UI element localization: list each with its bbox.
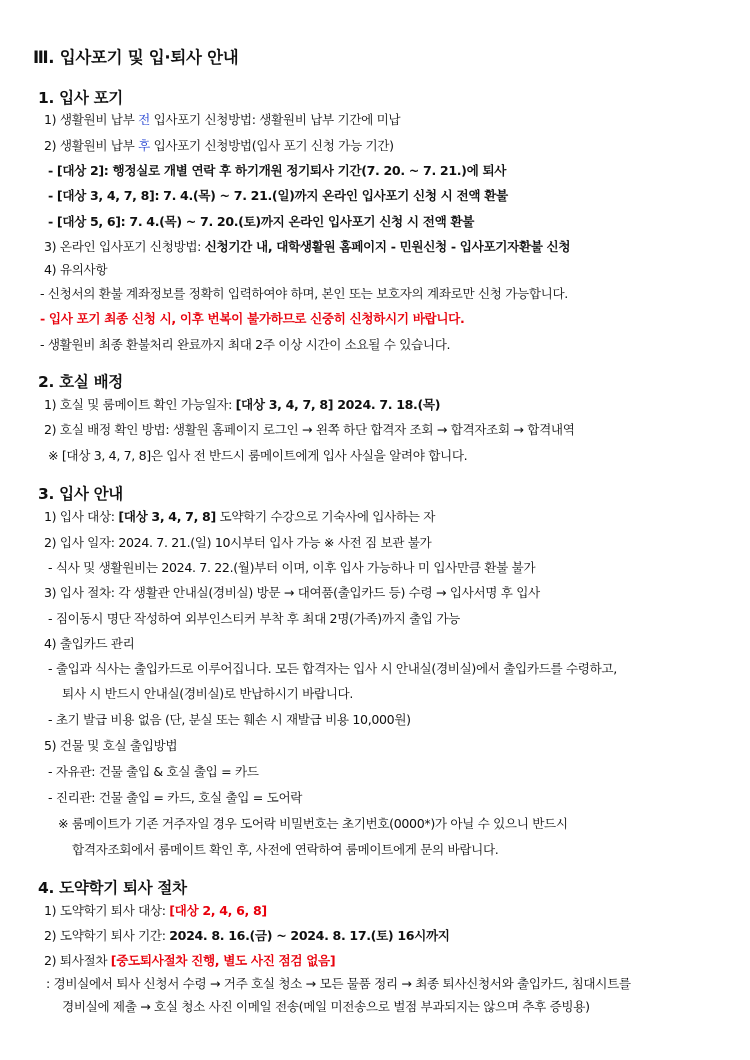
building-jayu: - 자유관: 건물 출입 & 호실 출입 = 카드 [48,764,259,779]
note-refund-time: - 생활원비 최종 환불처리 완료까지 최대 2주 이상 시간이 소요될 수 있습니다. [40,337,451,352]
doorlock-note-2: 합격자조회에서 룸메이트 확인 후, 사전에 연락하여 룸메이트에게 문의 바랍니다. [72,842,499,857]
movein-target: 1) 입사 대상: [대상 3, 4, 7, 8] 도약학기 수강으로 기숙사에 입사하는 자 [44,509,436,524]
notes-heading: 4) 유의사항 [44,262,108,277]
doorlock-note-1: ※ 룸메이트가 기존 거주자일 경우 도어락 비밀번호는 초기번호(0000*)가 아닐 수 있으니 반드시 [58,816,568,831]
section-heading-move-out: 4. 도약학기 퇴사 절차 [38,879,187,897]
moveout-period: 2) 도약학기 퇴사 기간: 2024. 8. 16.(금) ~ 2024. 8. 17.(토) 16시까지 [44,928,450,943]
section-heading-moving-in: 3. 입사 안내 [38,485,123,503]
section-heading-room: 2. 호실 배정 [38,373,123,391]
building-access-heading: 5) 건물 및 호실 출입방법 [44,738,178,753]
building-jinri: - 진리관: 건물 출입 = 카드, 호실 출입 = 도어락 [48,790,303,805]
movein-luggage-note: - 짐이동시 명단 작성하여 외부인스티커 부착 후 최대 2명(가족)까지 출입 가능 [48,611,460,626]
room-roommate-note: ※ [대상 3, 4, 7, 8]은 입사 전 반드시 룸메이트에게 입사 사실을 알려야 합니다. [48,448,468,463]
access-card-note-2: 퇴사 시 반드시 안내실(경비실)로 반납하시기 바랍니다. [62,686,353,701]
target-2-item: - [대상 2]: 행정실로 개별 연락 후 하기개원 정기퇴사 기간(7. 20. ~ 7. 21.)에 퇴사 [48,163,507,178]
moveout-target: 1) 도약학기 퇴사 대상: [대상 2, 4, 6, 8] [44,903,267,918]
target-56-item: - [대상 5, 6]: 7. 4.(목) ~ 7. 20.(토)까지 온라인 입사포기 신청 시 전액 환불 [48,214,475,229]
room-check-method: 2) 호실 배정 확인 방법: 생활원 홈페이지 로그인 → 왼쪽 하단 합격자 조회 → 합격자조회 → 합격내역 [44,422,575,437]
movein-meal-fee: - 식사 및 생활원비는 2024. 7. 22.(월)부터 이며, 이후 입사 가능하나 미 입사만큼 환불 불가 [48,560,536,575]
movein-date: 2) 입사 일자: 2024. 7. 21.(일) 10시부터 입사 가능 ※ 사전 짐 보관 불가 [44,535,432,550]
page-title: Ⅲ. 입사포기 및 입·퇴사 안내 [33,48,239,67]
room-check-date: 1) 호실 및 룸메이트 확인 가능일자: [대상 3, 4, 7, 8] 2024. 7. 18.(목) [44,397,441,412]
withdrawal-before-payment: 1) 생활원비 납부 전 입사포기 신청방법: 생활원비 납부 기간에 미납 [44,112,401,127]
access-card-fee: - 초기 발급 비용 없음 (단, 분실 또는 훼손 시 재발급 비용 10,000원) [48,712,411,727]
online-withdrawal-method: 3) 온라인 입사포기 신청방법: 신청기간 내, 대학생활원 홈페이지 - 민원신청 - 입사포기자환불 신청 [44,239,571,254]
target-3478-item: - [대상 3, 4, 7, 8]: 7. 4.(목) ~ 7. 21.(일)까지 온라인 입사포기 신청 시 전액 환불 [48,188,508,203]
moveout-procedure: 2) 퇴사절차 [중도퇴사절차 진행, 별도 사진 점검 없음] [44,953,336,968]
access-card-heading: 4) 출입카드 관리 [44,636,135,651]
access-card-note-1: - 출입과 식사는 출입카드로 이루어집니다. 모든 합격자는 입사 시 안내실(경비실)에서 출입카드를 수령하고, [48,661,617,676]
moveout-steps-1: : 경비실에서 퇴사 신청서 수령 → 거주 호실 청소 → 모든 물품 정리 → 최종 퇴사신청서와 출입카드, 침대시트를 [46,976,631,991]
moveout-steps-2: 경비실에 제출 → 호실 청소 사진 이메일 전송(메일 미전송으로 벌점 부과되지는 않으며 추후 증빙용) [62,999,590,1014]
movein-procedure: 3) 입사 절차: 각 생활관 안내실(경비실) 방문 → 대여품(출입카드 등) 수령 → 입사서명 후 입사 [44,585,540,600]
note-final-warning: - 입사 포기 최종 신청 시, 이후 번복이 불가하므로 신중히 신청하시기 바랍니다. [40,311,465,326]
section-heading-withdrawal: 1. 입사 포기 [38,89,123,107]
withdrawal-after-payment: 2) 생활원비 납부 후 입사포기 신청방법(입사 포기 신청 가능 기간) [44,138,394,153]
note-refund-account: - 신청서의 환불 계좌정보를 정확히 입력하여야 하며, 본인 또는 보호자의 계좌로만 신청 가능합니다. [40,286,568,301]
